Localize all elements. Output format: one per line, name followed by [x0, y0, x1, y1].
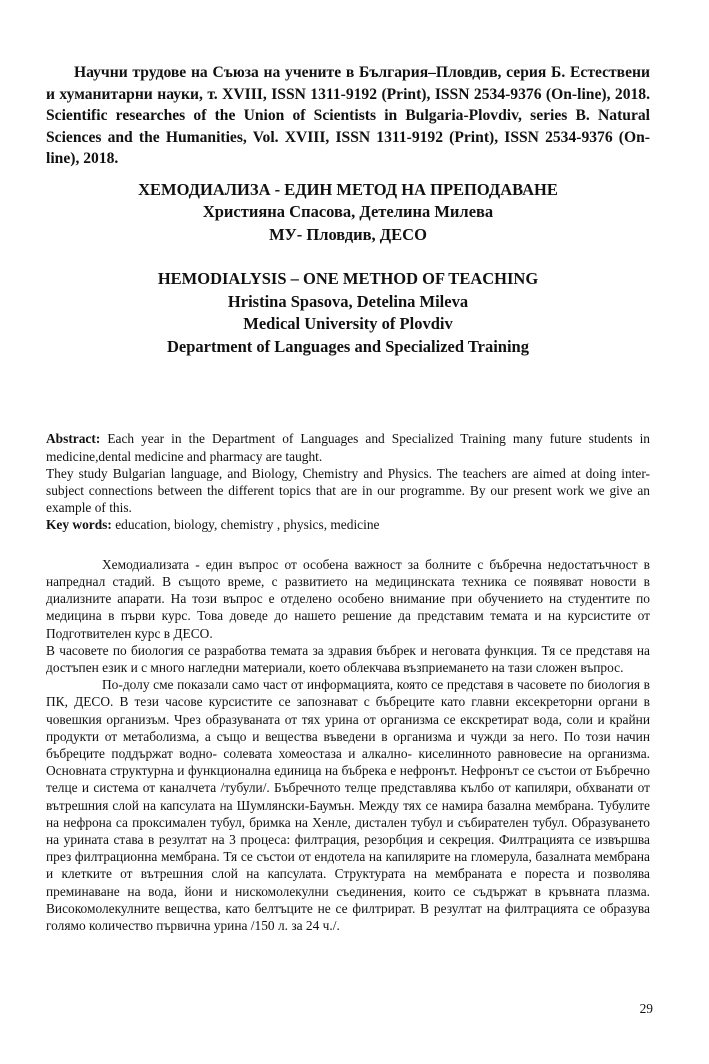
keywords-text: education, biology, chemistry , physics, medicine — [111, 517, 380, 533]
abstract-label: Abstract: — [46, 431, 101, 447]
citation-header: Научни трудове на Съюза на учените в България–Пловдив, серия Б. Естествени и хуманитарни науки, т. XVIII, ISSN 1311-9192 (Print), ISSN 2534-9376 (On-line), 2018. Scientific researches of the Union of Scientists in Bulgaria-Plovdiv, series B. Natural Sciences and the Humanities, Vol. XVIII, ISSN 1311-9192 (Print), ISSN 2534-9376 (On-line), 2018. — [46, 64, 650, 168]
keywords-label: Key words: — [46, 517, 112, 533]
paper-page — [46, 62, 650, 934]
body-text — [46, 556, 650, 934]
abstract-section — [46, 430, 650, 533]
title-block-bg — [46, 179, 650, 247]
body-paragraph-3: По-долу сме показали само част от информацията, която се представя в часовете по биология в ПК, ДЕСО. В тези часове курсистите се запознават с бъбреците като главни ексекреторни органи в човешкия организъм. Чрез образуваната от тях урина от организма се екскретират вода, соли и крайни продукти от метаболизма, а също и вещества въведени в организма и чужди за него. По този начин бъбреците поддържат водно- солевата хомеостаза и алкално- киселинното равновесие на организма. Основната структурна и функционална единица на бъбрека е нефронът. Нефронът се състои от Бъбречно телце и система от каналчета /тубули/. Бъбречното телце представлява кълбо от капиляри, обхванати от вътрешния слой на капсулата на Шумлянски-Баумън. Между тях се намира базална мембрана. Тубулите на нефрона са проксимален тубул, бримка на Хенле, дистален тубул и събирателен тубул. Образуването на урината става в резултат на 3 процеса: филтрация, резорбция и секреция. Филтрацията се извършва през филтрационна мембрана. Тя се състои от ендотела на капилярите на гломерула, базалната мембрана и клетките от вътрешния слой на капсулата. Структурата на мембраната е пореста и позволява преминаване на вода, йони и нискомолекулни съединения, които се съдържат в кръвната плазма. Високомолекулните вещества, като белтъците не се филтрират. В резултат на филтрацията се образува голямо количество първична урина /150 л. за 24 ч./. — [46, 677, 650, 933]
abstract-text-1: Each year in the Department of Languages and Specialized Training many future students in medicine,dental medicine and pharmacy are taught. — [46, 431, 650, 464]
abstract-text-2: They study Bulgarian language, and Biology, Chemistry and Physics. The teachers are aimed at doing inter-subject connections between the different topics that are in our programme. By our present work we give an example of this. — [46, 465, 650, 516]
page-number: 29 — [639, 1001, 653, 1016]
authors-bg: Християна Спасова, Детелина Милева — [202, 202, 494, 222]
title-block-en — [46, 268, 650, 358]
abstract-paragraph — [46, 430, 650, 464]
affiliation-bg: МУ- Пловдив, ДЕСО — [269, 224, 427, 244]
title-bg: ХЕМОДИАЛИЗА - ЕДИН МЕТОД НА ПРЕПОДАВАНЕ — [138, 179, 558, 199]
university-en: Medical University of Plovdiv — [243, 314, 453, 334]
keywords-line — [46, 516, 650, 533]
department-en: Department of Languages and Specialized Training — [167, 336, 529, 356]
authors-en: Hristina Spasova, Detelina Mileva — [227, 291, 469, 311]
title-en: HEMODIALYSIS – ONE METHOD OF TEACHING — [157, 269, 539, 289]
body-paragraph-1: Хемодиализата - един въпрос от особена важност за болните с бъбречна недостатъчност в напреднал стадий. В същото време, с развитието на медицинската техника се появяват новости в диализните апарати. На този въпрос е отделено особено внимание при обучението на студентите по медицина в първи курс. Това доведе до нашето решение да представим темата и на курсистите от Подготвителен курс в ДЕСО. — [46, 556, 650, 641]
body-paragraph-2: В часовете по биология се разработва темата за здравия бъбрек и неговата функция. Тя се представя на достъпен език и с много нагледни материали, което облекчава възприемането на тази сложен въпрос. — [46, 642, 650, 675]
